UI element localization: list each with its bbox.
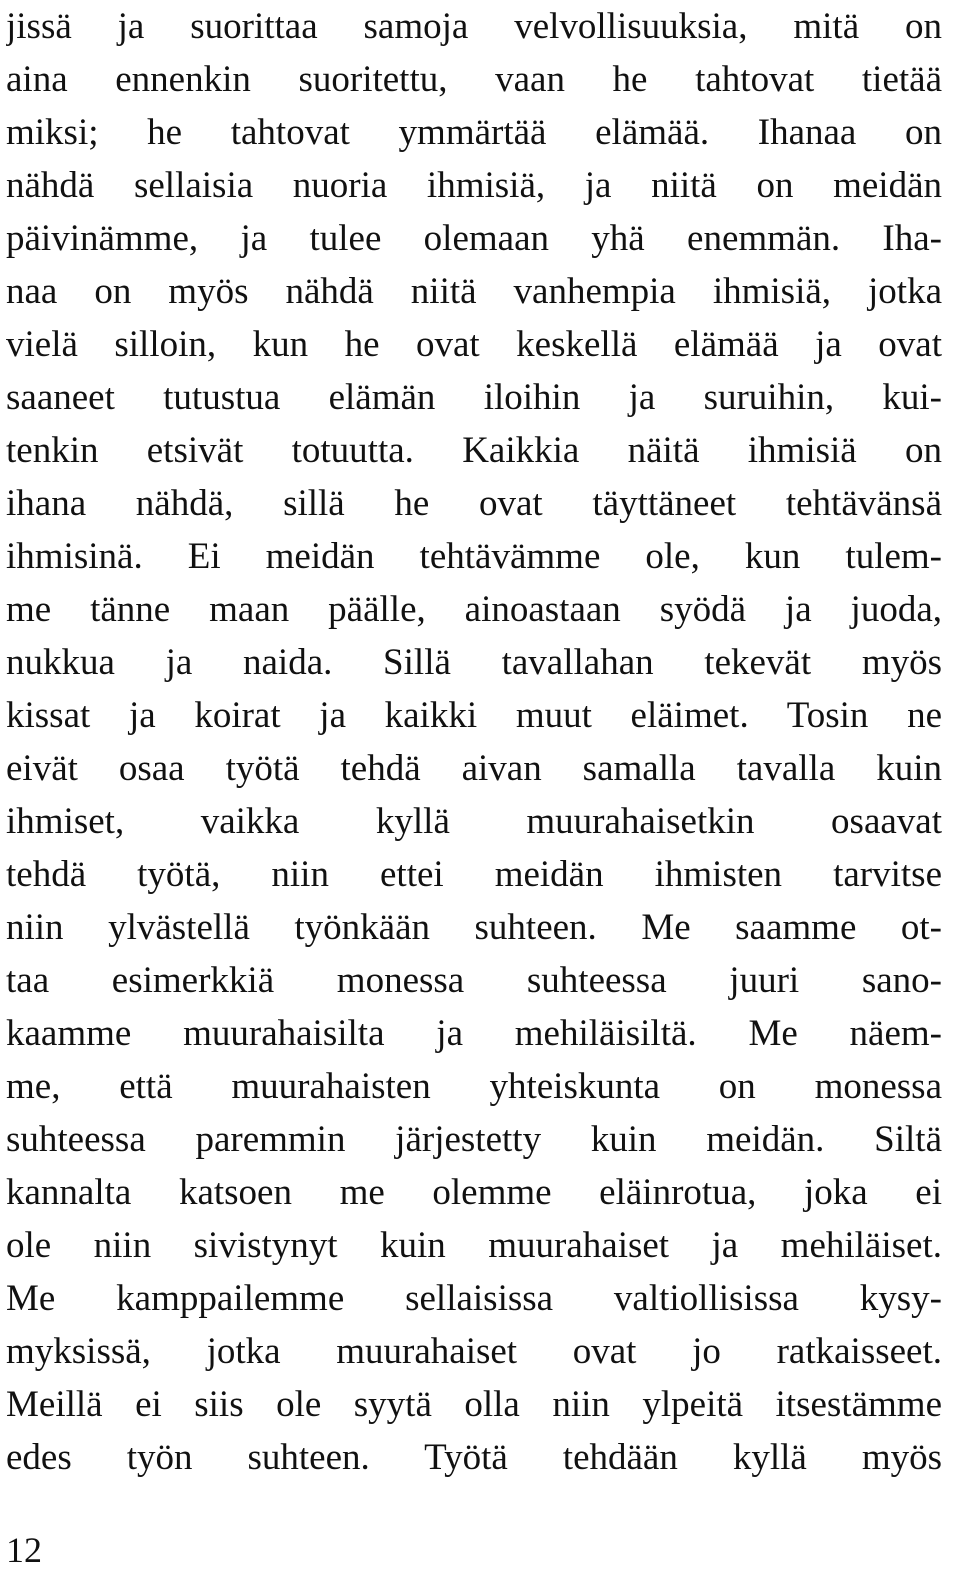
page-number: 12: [6, 1530, 42, 1570]
text-line-23: kannalta katsoen me olemme eläinrotua, joka ei: [6, 1172, 942, 1213]
text-line-19: taa esimerkkiä monessa suhteessa juuri sano-: [6, 960, 942, 1001]
text-line-11: ihmisinä. Ei meidän tehtävämme ole, kun tulem-: [6, 536, 942, 577]
text-line-20: kaamme muurahaisilta ja mehiläisiltä. Me näem-: [6, 1013, 942, 1054]
text-line-28: edes työn suhteen. Työtä tehdään kyllä myös: [6, 1437, 942, 1478]
text-line-17: tehdä työtä, niin ettei meidän ihmisten tarvitse: [6, 854, 942, 895]
text-line-9: tenkin etsivät totuutta. Kaikkia näitä ihmisiä on: [6, 430, 942, 471]
text-line-22: suhteessa paremmin järjestetty kuin meidän. Siltä: [6, 1119, 942, 1160]
text-line-26: myksissä, jotka muurahaiset ovat jo ratkaisseet.: [6, 1331, 942, 1372]
text-line-2: aina ennenkin suoritettu, vaan he tahtovat tietää: [6, 59, 942, 100]
text-line-3: miksi; he tahtovat ymmärtää elämää. Ihanaa on: [6, 112, 942, 153]
text-line-15: eivät osaa työtä tehdä aivan samalla tavalla kuin: [6, 748, 942, 789]
document-page: [6, 0, 942, 1484]
text-line-18: niin ylvästellä työnkään suhteen. Me saamme ot-: [6, 907, 942, 948]
text-line-6: naa on myös nähdä niitä vanhempia ihmisiä, jotka: [6, 271, 942, 312]
text-line-4: nähdä sellaisia nuoria ihmisiä, ja niitä on meidän: [6, 165, 942, 206]
text-line-14: kissat ja koirat ja kaikki muut eläimet. Tosin ne: [6, 695, 942, 736]
text-line-10: ihana nähdä, sillä he ovat täyttäneet tehtävänsä: [6, 483, 942, 524]
text-line-13: nukkua ja naida. Sillä tavallahan tekevät myös: [6, 642, 942, 683]
text-line-5: päivinämme, ja tulee olemaan yhä enemmän. Iha-: [6, 218, 942, 259]
text-line-12: me tänne maan päälle, ainoastaan syödä ja juoda,: [6, 589, 942, 630]
text-line-16: ihmiset, vaikka kyllä muurahaisetkin osaavat: [6, 801, 942, 842]
text-line-7: vielä silloin, kun he ovat keskellä elämää ja ovat: [6, 324, 942, 365]
text-line-25: Me kamppailemme sellaisissa valtiollisissa kysy-: [6, 1278, 942, 1319]
text-line-21: me, että muurahaisten yhteiskunta on monessa: [6, 1066, 942, 1107]
text-line-24: ole niin sivistynyt kuin muurahaiset ja mehiläiset.: [6, 1225, 942, 1266]
text-line-8: saaneet tutustua elämän iloihin ja suruihin, kui-: [6, 377, 942, 418]
text-line-27: Meillä ei siis ole syytä olla niin ylpeitä itsestämme: [6, 1384, 942, 1425]
text-line-1: jissä ja suorittaa samoja velvollisuuksia, mitä on: [6, 6, 942, 47]
